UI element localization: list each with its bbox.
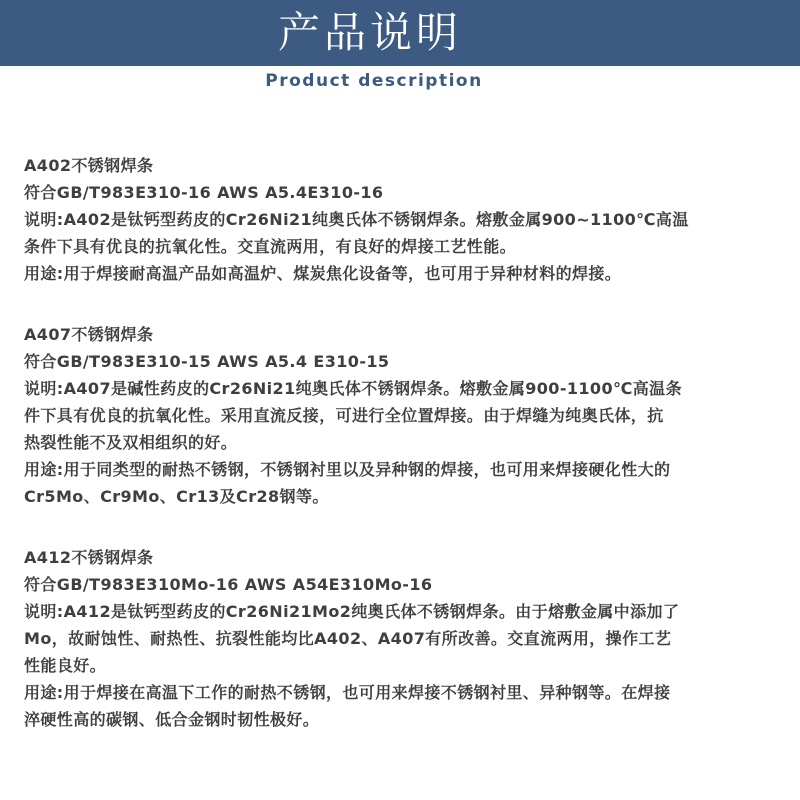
- description-line: 说明:A407是碱性药皮的Cr26Ni21纯奥氏体不锈钢焊条。熔敷金属900-1100℃高温条: [24, 379, 682, 398]
- usage-line: 用途:用于焊接在高温下工作的耐热不锈钢，也可用来焊接不锈钢衬里、异种钢等。在焊接: [24, 683, 671, 702]
- usage-line: 淬硬性高的碳钢、低合金钢时韧性极好。: [24, 710, 320, 729]
- description-line: 说明:A412是钛钙型药皮的Cr26Ni21Mo2纯奥氏体不锈钢焊条。由于熔敷金属中添加了: [24, 602, 680, 621]
- description-line: 性能良好。: [24, 656, 107, 675]
- standard-line: 符合GB/T983E310-15 AWS A5.4 E310-15: [24, 352, 390, 371]
- page-subtitle: Product description: [265, 71, 483, 91]
- standard-line: 符合GB/T983E310Mo-16 AWS A54E310Mo-16: [24, 575, 433, 594]
- usage-line: 用途:用于同类型的耐热不锈钢，不锈钢衬里以及异种钢的焊接，也可用来焊接硬化性大的: [24, 460, 671, 479]
- product-section-a412: [24, 544, 794, 733]
- description-line: 热裂性能不及双相组织的好。: [24, 433, 238, 452]
- usage-line: 用途:用于焊接耐高温产品如高温炉、煤炭焦化设备等，也可用于异种材料的焊接。: [24, 264, 622, 283]
- description-line: 条件下具有优良的抗氧化性。交直流两用，有良好的焊接工艺性能。: [24, 237, 517, 256]
- description-line: Mo，故耐蚀性、耐热性、抗裂性能均比A402、A407有所改善。交直流两用，操作工艺: [24, 629, 672, 648]
- section-heading: A402不锈钢焊条: [24, 156, 154, 175]
- description-line: 说明:A402是钛钙型药皮的Cr26Ni21纯奥氏体不锈钢焊条。熔敷金属900~1100℃高温: [24, 210, 689, 229]
- product-section-a407: [24, 321, 794, 510]
- page-title: 产品说明: [277, 8, 462, 57]
- description-line: 件下具有优良的抗氧化性。采用直流反接，可进行全位置焊接。由于焊缝为纯奥氏体，抗: [24, 406, 664, 425]
- standard-line: 符合GB/T983E310-16 AWS A5.4E310-16: [24, 183, 384, 202]
- product-description-body: [24, 152, 794, 767]
- product-section-a402: [24, 152, 794, 287]
- section-heading: A407不锈钢焊条: [24, 325, 154, 344]
- header-banner: [0, 0, 800, 66]
- section-heading: A412不锈钢焊条: [24, 548, 154, 567]
- usage-line: Cr5Mo、Cr9Mo、Cr13及Cr28钢等。: [24, 487, 329, 506]
